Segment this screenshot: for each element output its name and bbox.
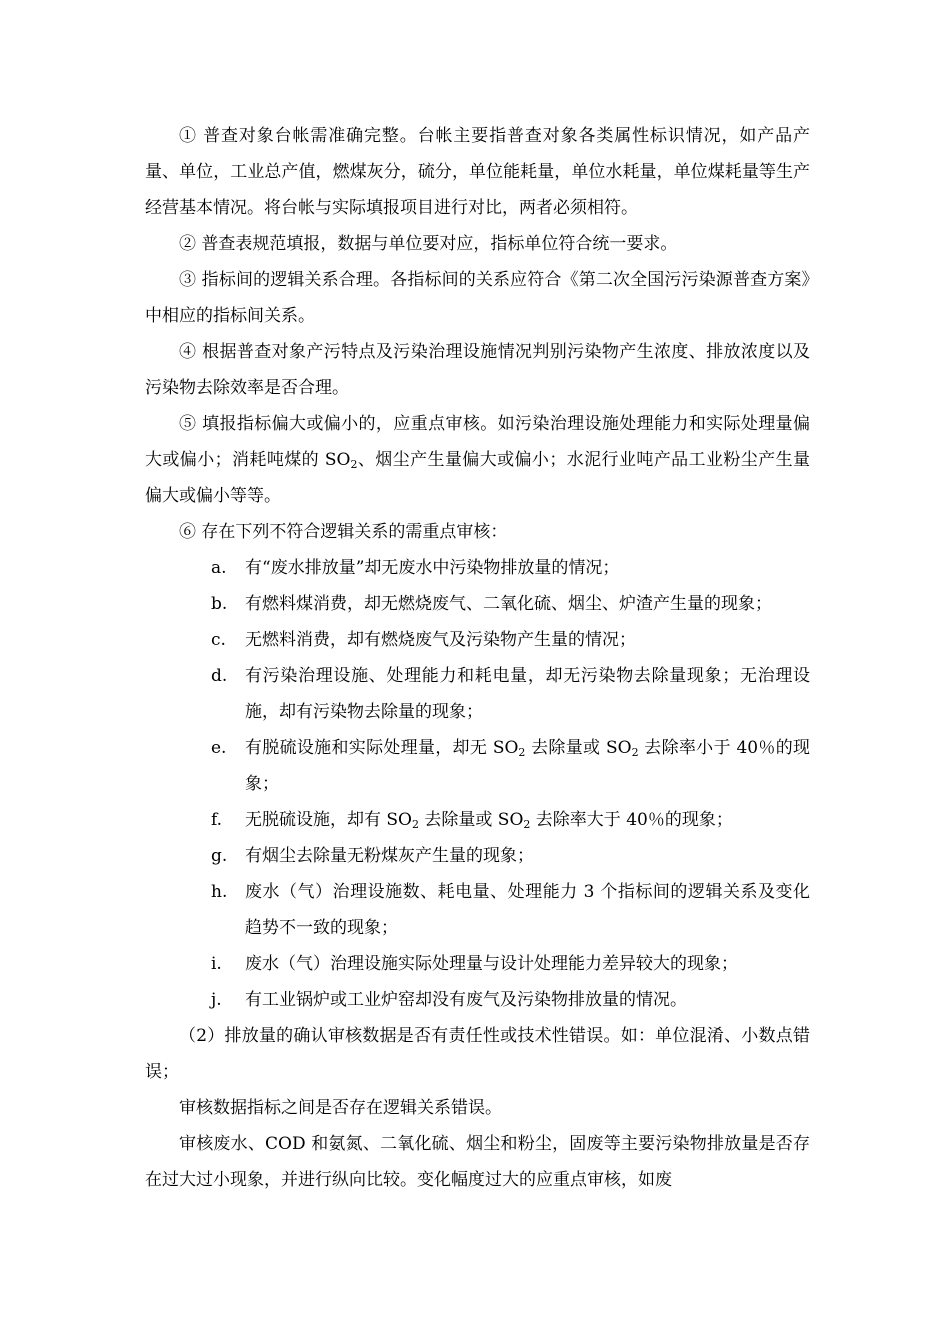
list-letter: h. [211,882,228,902]
so2-subscript: 2 [350,458,358,471]
list-item-d [145,658,810,730]
list-item-text: 废水（气）治理设施实际处理量与设计处理能力差异较大的现象； [245,954,738,974]
list-letter: f. [211,810,223,830]
list-letter: j. [211,990,222,1010]
list-letter: b. [211,594,228,614]
text-part: 去除率小于 40％的现象； [245,738,810,794]
list-letter: i. [211,954,222,974]
paragraph-2: ② 普查表规范填报，数据与单位要对应，指标单位符合统一要求。 [179,234,678,254]
document-body [145,118,810,1198]
criteria-list [145,550,810,1018]
so2-subscript: 2 [631,746,639,759]
list-item-f [145,802,810,838]
list-item-text: 有燃料煤消费，却无燃烧废气、二氧化硫、烟尘、炉渣产生量的现象； [245,594,772,614]
text-part: 去除量或 SO [419,810,524,830]
text-part: 无脱硫设施，却有 SO [245,810,412,830]
so2-subscript: 2 [518,746,526,759]
list-item-j [145,982,810,1018]
list-item-i [145,946,810,982]
text-part: 去除量或 SO [525,738,632,758]
so2-subscript: 2 [412,818,419,831]
list-item-e [145,730,810,802]
paragraph-6: ⑥ 存在下列不符合逻辑关系的需重点审核： [179,522,508,542]
paragraph-3: ③ 指标间的逻辑关系合理。各指标间的关系应符合《第二次全国污污染源普查方案》中相应的指标间关系。 [145,270,810,326]
list-item-text: 有烟尘去除量无粉煤灰产生量的现象； [245,846,534,866]
list-item-text [245,810,733,830]
list-letter: d. [211,666,228,686]
paragraph-5 [145,406,810,514]
paragraph-emission-check: （2）排放量的确认审核数据是否有责任性或技术性错误。如：单位混淆、小数点错误； [145,1026,810,1082]
list-item-text: 有“废水排放量”却无废水中污染物排放量的情况； [245,558,620,578]
list-letter: e. [211,738,227,758]
paragraph-logic-check: 审核数据指标之间是否存在逻辑关系错误。 [179,1098,502,1118]
list-item-b [145,586,810,622]
list-letter: g. [211,846,228,866]
list-item-g [145,838,810,874]
list-item-a [145,550,810,586]
list-item-text: 有污染治理设施、处理能力和耗电量，却无污染物去除量现象；无治理设施，却有污染物去除量的现象； [245,666,810,722]
text-part: 有脱硫设施和实际处理量，却无 SO [245,738,519,758]
list-item-text: 废水（气）治理设施数、耗电量、处理能力 3 个指标间的逻辑关系及变化趋势不一致的现象； [245,882,810,938]
paragraph-4: ④ 根据普查对象产污特点及污染治理设施情况判别污染物产生浓度、排放浓度以及污染物去除效率是否合理。 [145,342,810,398]
text-part: 去除率大于 40％的现象； [530,810,733,830]
paragraph-5-part1: ⑤ 填报指标偏大或偏小的，应重点审核。如污染治理设施处理能力和实际处理量偏大或偏小；消耗吨煤的 SO [145,414,810,470]
list-item-text: 无燃料消费，却有燃烧废气及污染物产生量的情况； [245,630,636,650]
list-item-text: 有工业锅炉或工业炉窑却没有废气及污染物排放量的情况。 [245,990,687,1010]
paragraph-5-part2: 、烟尘产生量偏大或偏小；水泥行业吨产品工业粉尘产生量偏大或偏小等等。 [145,450,810,506]
paragraph-pollutant-check: 审核废水、COD 和氨氮、二氧化硫、烟尘和粉尘，固废等主要污染物排放量是否存在过大过小现象，并进行纵向比较。变化幅度过大的应重点审核，如废 [145,1134,810,1190]
list-item-h [145,874,810,946]
list-item-text [245,738,810,794]
paragraph-1: ① 普查对象台帐需准确完整。台帐主要指普查对象各类属性标识情况，如产品产量、单位，工业总产值，燃煤灰分，硫分，单位能耗量，单位水耗量，单位煤耗量等生产经营基本情况。将台帐与实际填报项目进行对比，两者必须相符。 [145,126,810,218]
list-letter: a. [211,558,227,578]
list-letter: c. [211,630,226,650]
so2-subscript: 2 [523,818,531,831]
list-item-c [145,622,810,658]
